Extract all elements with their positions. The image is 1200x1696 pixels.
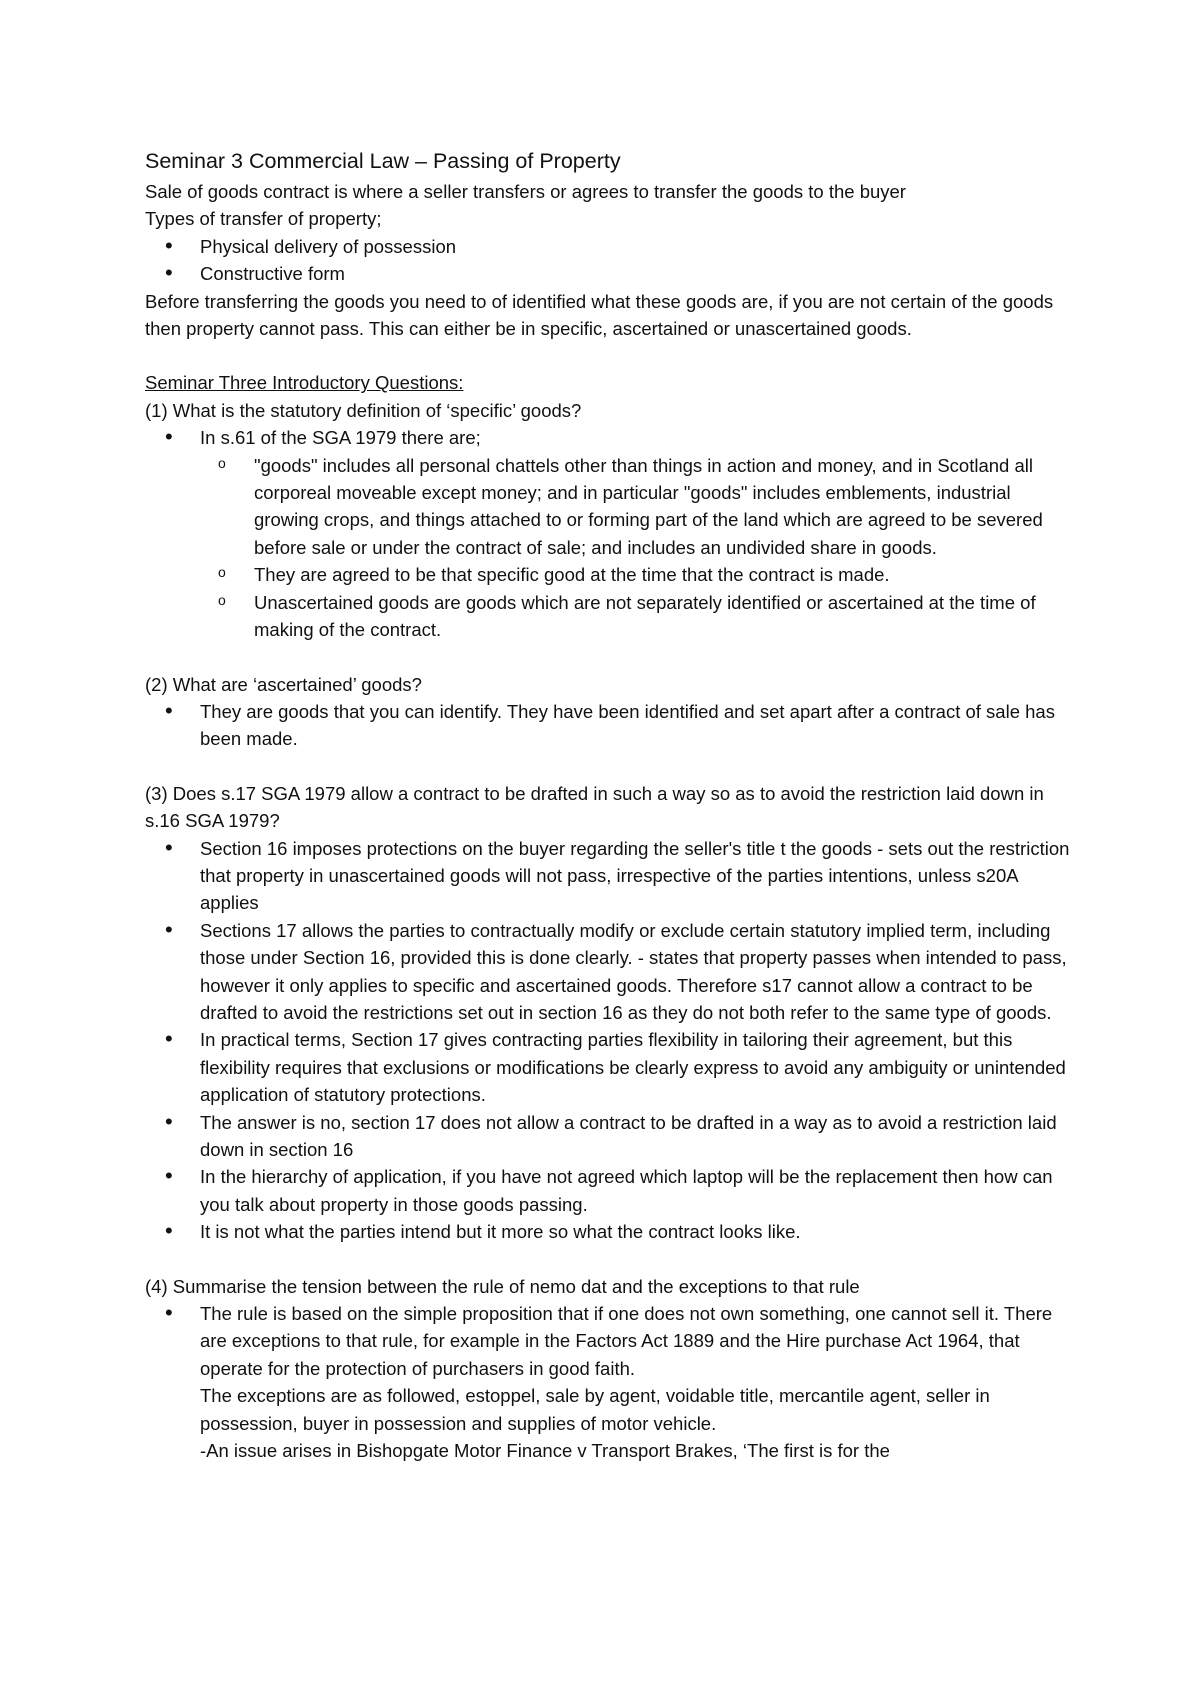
document-body: [145, 146, 1075, 1464]
list-item: • It is not what the parties intend but it more so what the contract looks like.: [200, 1218, 1075, 1245]
list-item: [200, 1300, 1075, 1464]
transfer-types-list: [145, 233, 1075, 288]
intro-line: Types of transfer of property;: [145, 208, 382, 230]
list-item-text: In s.61 of the SGA 1979 there are;: [200, 427, 481, 449]
question-2: (2) What are ‘ascertained’ goods?: [145, 673, 422, 695]
list-item: • The answer is no, section 17 does not allow a contract to be drafted in a way as to avoid a restriction laid down in section 16: [200, 1109, 1075, 1164]
list-item: • In practical terms, Section 17 gives contracting parties flexibility in tailoring their agreement, but this flexibility requires that exclusions or modifications be clearly express to avoid any ambiguity or unintended application of statutory protections.: [200, 1026, 1075, 1108]
list-item: • They are goods that you can identify. They have been identified and set apart after a contract of sale has been made.: [200, 698, 1075, 753]
section-heading: Seminar Three Introductory Questions:: [145, 372, 464, 394]
list-item: [200, 424, 1075, 643]
question-3: (3) Does s.17 SGA 1979 allow a contract to be drafted in such a way so as to avoid the restriction laid down in s.16 SGA 1979?: [145, 782, 1044, 832]
list-item-text: The exceptions are as followed, estoppel, sale by agent, voidable title, mercantile agent, seller in possession, buyer in possession and supplies of motor vehicle.: [200, 1385, 990, 1434]
answer-list-1: [145, 424, 1075, 643]
sub-list-item: o "goods" includes all personal chattels other than things in action and money, and in Scotland all corporeal moveable except money; and in particular "goods" includes emblements, industrial growing crops, and things attached to or forming part of the land which are agreed to be severed before sale or under the contract of sale; and includes an undivided share in goods.: [254, 452, 1075, 562]
list-item: • Constructive form: [200, 260, 1075, 287]
question-4: (4) Summarise the tension between the rule of nemo dat and the exceptions to that rule: [145, 1275, 860, 1297]
list-item: • Physical delivery of possession: [200, 233, 1075, 260]
document-title: Seminar 3 Commercial Law – Passing of Property: [145, 149, 621, 173]
intro-line: Sale of goods contract is where a seller transfers or agrees to transfer the goods to the buyer: [145, 181, 906, 202]
intro-paragraph: Before transferring the goods you need to of identified what these goods are, if you are not certain of the goods then property cannot pass. This can either be in specific, ascertained or unascertained goods.: [145, 290, 1054, 340]
question-1: (1) What is the statutory definition of ‘specific’ goods?: [145, 399, 582, 421]
answer-list-3: [145, 835, 1075, 1246]
list-item: • Sections 17 allows the parties to contractually modify or exclude certain statutory implied term, including those under Section 16, provided this is done clearly. - states that property passes when intended to pass, however it only applies to specific and ascertained goods. Therefore s17 cannot allow a contract to be drafted to avoid the restrictions set out in section 16 as they do not both refer to the same type of goods.: [200, 917, 1075, 1027]
list-item-text: -An issue arises in Bishopgate Motor Finance v Transport Brakes, ‘The first is for the: [200, 1440, 890, 1462]
answer-list-2: [145, 698, 1075, 753]
answer-list-4: [145, 1300, 1075, 1464]
sub-list-item: o They are agreed to be that specific good at the time that the contract is made.: [254, 561, 1075, 588]
sub-list-item: o Unascertained goods are goods which are not separately identified or ascertained at the time of making of the contract.: [254, 589, 1075, 644]
list-item: • In the hierarchy of application, if you have not agreed which laptop will be the replacement then how can you talk about property in those goods passing.: [200, 1163, 1075, 1218]
list-item: • Section 16 imposes protections on the buyer regarding the seller's title t the goods - sets out the restriction that property in unascertained goods will not pass, irrespective of the parties intentions, unless s20A applies: [200, 835, 1075, 917]
list-item-text: • The rule is based on the simple proposition that if one does not own something, one cannot sell it. There are exceptions to that rule, for example in the Factors Act 1889 and the Hire purchase Act 1964, that operate for the protection of purchasers in good faith.: [200, 1303, 1053, 1379]
sub-list: [200, 452, 1075, 644]
